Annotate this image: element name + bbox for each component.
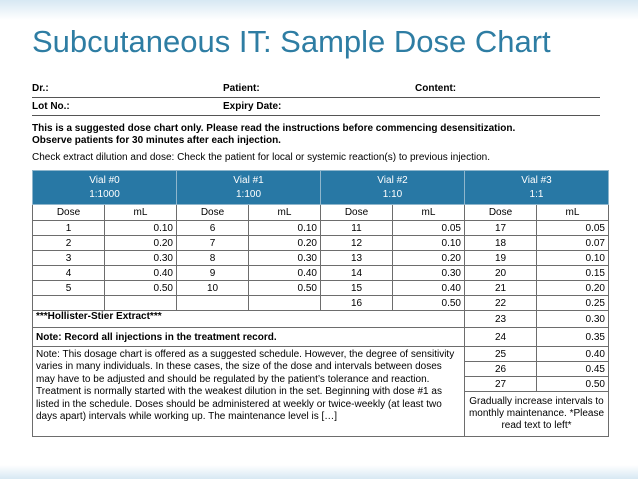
dose-cell: 15 (321, 281, 393, 296)
dose-cell: 8 (177, 251, 249, 266)
vial-0-header (33, 171, 177, 205)
lot-label: Lot No.: (32, 101, 70, 112)
dose-col-header: Dose (321, 205, 393, 221)
dose-cell: 1 (33, 221, 105, 236)
ml-cell: 0.05 (393, 221, 465, 236)
intro-line-2: Observe patients for 30 minutes after each injection. (32, 135, 281, 146)
vial-dilution: 1:1000 (89, 188, 120, 200)
dose-cell: 24 (465, 328, 537, 347)
dose-cell: 7 (177, 236, 249, 251)
vial-2-header (321, 171, 465, 205)
table-row (33, 266, 609, 281)
dose-cell: 27 (465, 377, 537, 392)
ml-cell: 0.30 (105, 251, 177, 266)
dose-col-header: Dose (33, 205, 105, 221)
dose-cell: 19 (465, 251, 537, 266)
ml-cell: 0.10 (537, 251, 609, 266)
ml-cell: 0.40 (393, 281, 465, 296)
dose-chart-table (32, 170, 609, 437)
dose-cell: 6 (177, 221, 249, 236)
extract-note: ***Hollister-Stier Extract*** (33, 311, 465, 328)
table-row (33, 311, 609, 328)
dose-cell (33, 296, 105, 311)
table-row (33, 281, 609, 296)
patient-label: Patient: (223, 83, 260, 94)
table-row (33, 236, 609, 251)
check-instruction: Check extract dilution and dose: Check the patient for local or systemic reaction(s) to previous injection. (32, 152, 490, 163)
dose-cell: 10 (177, 281, 249, 296)
ml-col-header: mL (105, 205, 177, 221)
ml-cell: 0.40 (249, 266, 321, 281)
dose-cell: 2 (33, 236, 105, 251)
vial-name: Vial #2 (377, 174, 408, 186)
ml-cell: 0.07 (537, 236, 609, 251)
ml-cell: 0.40 (537, 347, 609, 362)
vial-name: Vial #3 (521, 174, 552, 186)
header-row-2 (32, 98, 600, 116)
table-row (33, 347, 609, 362)
ml-cell: 0.50 (393, 296, 465, 311)
record-note: Note: Record all injections in the treatment record. (33, 328, 465, 347)
dosage-note-body: Note: This dosage chart is offered as a suggested schedule. However, the degree of sensitivity varies in many individuals. In these cases, the size of the dose and intervals between doses may have to be adjusted and should be regulated by the patient’s tolerance and reaction. Treatment is normally started with the weakest dilution in the set. Beginning with dose #1 as listed in the schedule. Doses should be administered at weekly or twice-weekly (at least two days apart) intervals while working up. The maintenance level is […] (33, 347, 465, 437)
ml-cell: 0.40 (105, 266, 177, 281)
ml-cell: 0.20 (249, 236, 321, 251)
ml-col-header: mL (393, 205, 465, 221)
dose-col-header: Dose (177, 205, 249, 221)
vial-1-header (177, 171, 321, 205)
ml-cell (105, 296, 177, 311)
table-row (33, 251, 609, 266)
dose-cell: 18 (465, 236, 537, 251)
vial-header-row (33, 171, 609, 205)
dose-cell: 26 (465, 362, 537, 377)
ml-cell: 0.10 (393, 236, 465, 251)
intro-warning (32, 123, 607, 147)
ml-cell (249, 296, 321, 311)
vial-dilution: 1:10 (382, 188, 403, 200)
vial-name: Vial #1 (233, 174, 264, 186)
dose-cell: 4 (33, 266, 105, 281)
dose-cell: 5 (33, 281, 105, 296)
ml-cell: 0.50 (249, 281, 321, 296)
dose-cell: 25 (465, 347, 537, 362)
dr-label: Dr.: (32, 83, 49, 94)
vial-dilution: 1:1 (529, 188, 544, 200)
dose-cell: 21 (465, 281, 537, 296)
dose-cell: 9 (177, 266, 249, 281)
ml-cell: 0.50 (105, 281, 177, 296)
top-gradient-band (0, 0, 638, 20)
ml-cell: 0.05 (537, 221, 609, 236)
dose-cell: 14 (321, 266, 393, 281)
ml-cell: 0.20 (105, 236, 177, 251)
dose-cell: 11 (321, 221, 393, 236)
dose-col-header: Dose (465, 205, 537, 221)
dose-cell: 13 (321, 251, 393, 266)
dose-cell (177, 296, 249, 311)
dose-cell: 20 (465, 266, 537, 281)
ml-col-header: mL (249, 205, 321, 221)
page-title: Subcutaneous IT: Sample Dose Chart (32, 24, 551, 59)
ml-cell: 0.10 (249, 221, 321, 236)
ml-cell: 0.30 (393, 266, 465, 281)
vial-dilution: 1:100 (235, 188, 262, 200)
dose-cell: 12 (321, 236, 393, 251)
content-label: Content: (415, 83, 457, 94)
vial-3-header (465, 171, 609, 205)
table-row (33, 296, 609, 311)
dose-cell: 16 (321, 296, 393, 311)
ml-cell: 0.10 (105, 221, 177, 236)
table-row (33, 221, 609, 236)
table-row (33, 328, 609, 347)
vial-name: Vial #0 (89, 174, 120, 186)
intro-line-1: This is a suggested dose chart only. Please read the instructions before commencing desensitization. (32, 123, 516, 134)
ml-cell: 0.45 (537, 362, 609, 377)
ml-cell: 0.35 (537, 328, 609, 347)
ml-cell: 0.15 (537, 266, 609, 281)
ml-cell: 0.30 (249, 251, 321, 266)
dose-cell: 23 (465, 311, 537, 328)
dose-cell: 17 (465, 221, 537, 236)
ml-col-header: mL (537, 205, 609, 221)
maintenance-note: Gradually increase intervals to monthly maintenance. *Please read text to left* (465, 392, 609, 437)
dose-cell: 3 (33, 251, 105, 266)
ml-cell: 0.30 (537, 311, 609, 328)
dose-cell: 22 (465, 296, 537, 311)
header-row-1 (32, 80, 600, 98)
ml-cell: 0.20 (537, 281, 609, 296)
ml-cell: 0.50 (537, 377, 609, 392)
expiry-label: Expiry Date: (223, 101, 282, 112)
ml-cell: 0.20 (393, 251, 465, 266)
ml-cell: 0.25 (537, 296, 609, 311)
bottom-gradient-band (0, 465, 638, 479)
column-header-row (33, 205, 609, 221)
